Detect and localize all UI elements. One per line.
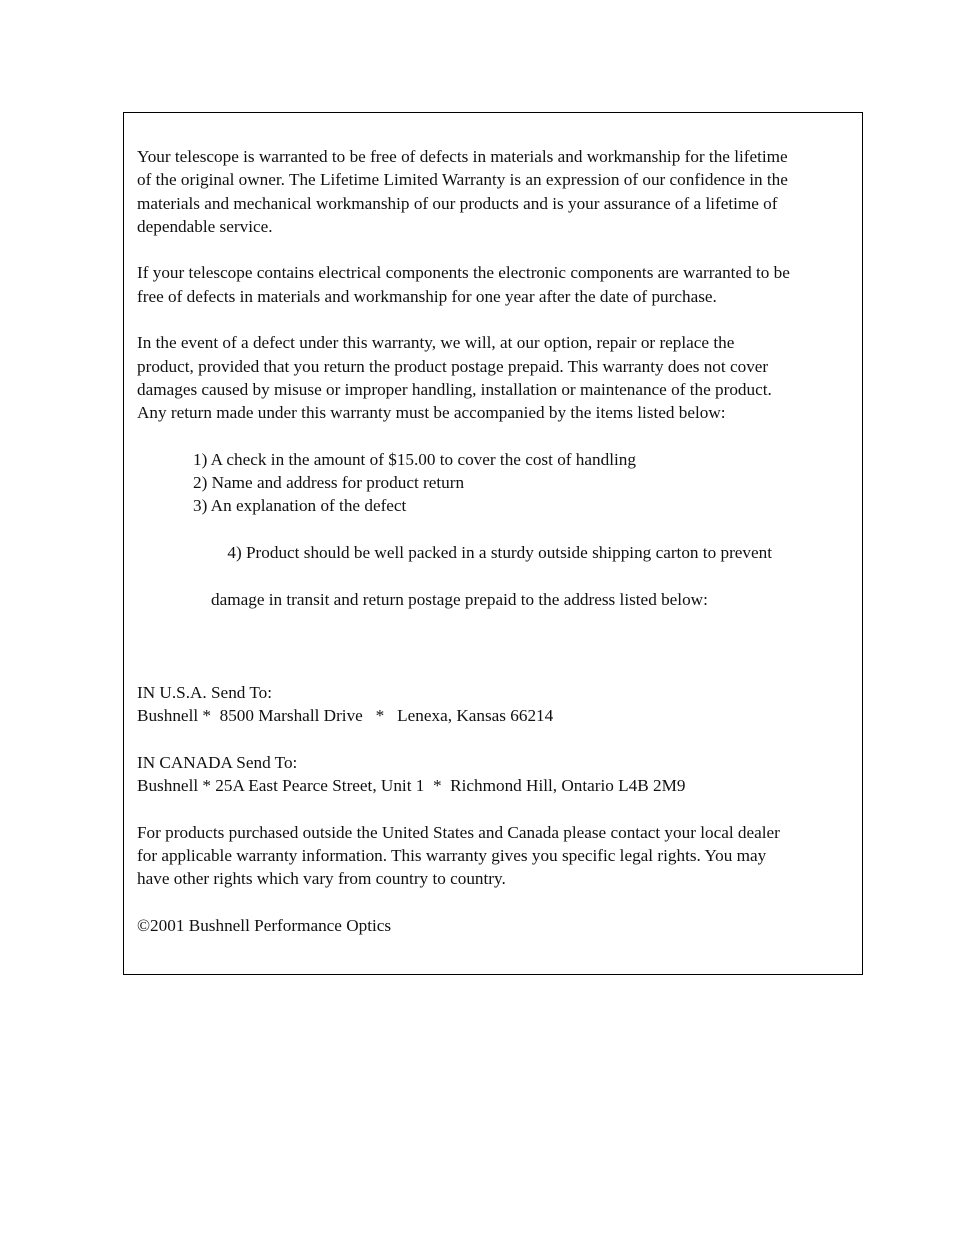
defect-paragraph: [137, 331, 853, 424]
list-item: 1) A check in the amount of $15.00 to cover the cost of handling: [193, 449, 636, 469]
copyright-text: ©2001 Bushnell Performance Optics: [137, 915, 392, 935]
text-line: product, provided that you return the product postage prepaid. This warranty does not cover: [137, 356, 769, 376]
text-line: for applicable warranty information. This warranty gives you specific legal rights. You may: [137, 845, 767, 865]
text-line: If your telescope contains electrical components the electronic components are warranted to be: [137, 263, 790, 283]
text-line: Any return made under this warranty must be accompanied by the items listed below:: [137, 403, 726, 423]
text-line: damages caused by misuse or improper handling, installation or maintenance of the product.: [137, 379, 772, 399]
text-line: have other rights which vary from country to country.: [137, 869, 506, 889]
copyright-notice: [137, 914, 853, 937]
list-item-continuation: damage in transit and return postage prepaid to the address listed below:: [211, 589, 708, 609]
warranty-box: [123, 112, 863, 975]
canada-address-block: [137, 751, 853, 798]
canada-heading: IN CANADA Send To:: [137, 752, 298, 772]
text-line: Your telescope is warranted to be free of defects in materials and workmanship for the lifetime: [137, 147, 788, 166]
return-requirements-list: [137, 448, 853, 658]
outside-paragraph: [137, 821, 853, 891]
electrical-paragraph: [137, 261, 853, 308]
intro-paragraph: [137, 145, 853, 238]
text-line: free of defects in materials and workmanship for one year after the date of purchase.: [137, 286, 717, 306]
list-item: [193, 518, 853, 658]
list-item: 2) Name and address for product return: [193, 473, 465, 493]
text-line: dependable service.: [137, 216, 273, 236]
usa-heading: IN U.S.A. Send To:: [137, 682, 273, 702]
list-item: 3) An explanation of the defect: [193, 496, 407, 516]
warranty-content: [137, 145, 853, 960]
text-line: of the original owner. The Lifetime Limited Warranty is an expression of our confidence in the: [137, 170, 788, 190]
canada-address: Bushnell * 25A East Pearce Street, Unit 1 * Richmond Hill, Ontario L4B 2M9: [137, 776, 686, 796]
usa-address: Bushnell * 8500 Marshall Drive * Lenexa, Kansas 66214: [137, 706, 554, 726]
text-line: In the event of a defect under this warranty, we will, at our option, repair or replace the: [137, 333, 735, 353]
list-item-text: 4) Product should be well packed in a sturdy outside shipping carton to prevent: [227, 543, 773, 563]
text-line: For products purchased outside the United States and Canada please contact your local dealer: [137, 822, 780, 842]
usa-address-block: [137, 681, 853, 728]
text-line: materials and mechanical workmanship of our products and is your assurance of a lifetime of: [137, 193, 778, 213]
